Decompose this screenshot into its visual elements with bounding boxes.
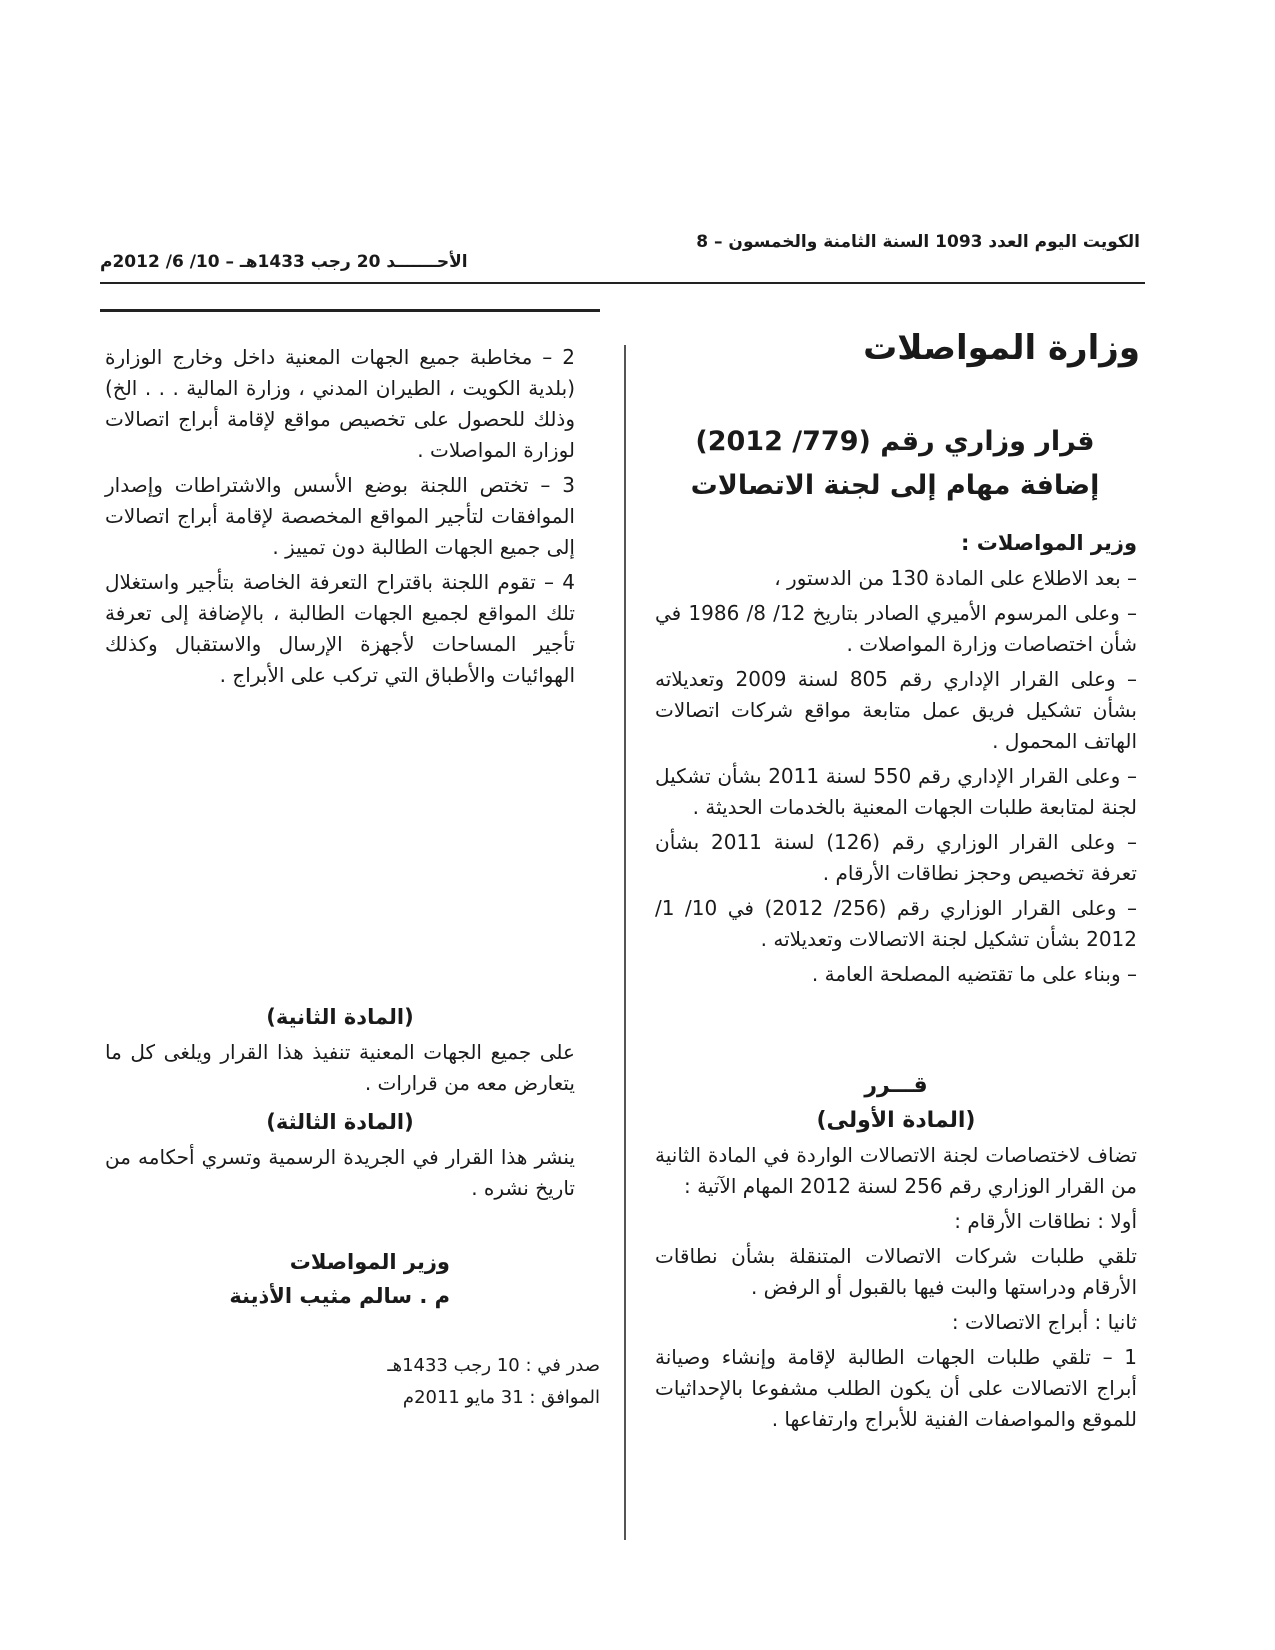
article-1-item-2: 2 – مخاطبة جميع الجهات المعنية داخل وخارج الوزارة (بلدية الكويت ، الطيران المدني ، وزارة المالية . . . الخ) وذلك للحصول على تخصيص مواقع لإقامة أبراج اتصالات لوزارة المواصلات . — [105, 345, 575, 462]
article-1-second-heading: ثانيا : أبراج الاتصالات : — [951, 1310, 1137, 1334]
article-1-item-4: 4 – تقوم اللجنة باقتراح التعرفة الخاصة بتأجير واستغلال تلك المواقع لجميع الجهات الطالبة ، بالإضافة إلى تعرفة تأجير المساحات لأجهزة الإرسال والاستقبال وكذلك الهوائيات والأطباق التي تركب على الأبراج . — [105, 570, 575, 687]
issue-date-block — [300, 1350, 600, 1414]
decree-number: قرار وزاري رقم (779/ 2012) — [695, 426, 1095, 457]
decided-heading: قـــرر — [864, 1073, 928, 1098]
header-rule-left — [100, 309, 600, 312]
preamble-minister: وزير المواصلات : — [961, 531, 1137, 555]
header-issue-info: الكويت اليوم العدد 1093 السنة الثامنة والخمسون – 8 — [696, 232, 1140, 252]
article-2-heading: (المادة الثانية) — [266, 1005, 414, 1029]
ministry-title: وزارة المواصلات — [863, 328, 1140, 368]
article-2 — [105, 1002, 575, 1103]
signature-title: وزير المواصلات — [289, 1250, 450, 1274]
article-2-text: على جميع الجهات المعنية تنفيذ هذا القرار ويلغى كل ما يتعارض معه من قرارات . — [105, 1040, 575, 1095]
article-3-heading: (المادة الثالثة) — [266, 1110, 414, 1134]
article-1-heading: (المادة الأولى) — [816, 1108, 976, 1133]
article-1-item-1: 1 – تلقي طلبات الجهات الطالبة لإقامة وإنشاء وصيانة أبراج الاتصالات على أن يكون الطلب مشفوعا بالإحداثيات للموقع والمواصفات الفنية للأبراج وارتفاعها . — [655, 1345, 1137, 1431]
article-1-continued — [105, 342, 575, 695]
issue-date-gregorian: الموافق : 31 مايو 2011م — [402, 1387, 600, 1408]
decree-title — [660, 420, 1130, 508]
article-1 — [655, 1070, 1137, 1439]
header-rule — [100, 282, 1145, 284]
header-date: الأحـــــــد 20 رجب 1433هـ – 10/ 6/ 2012م — [100, 252, 468, 272]
preamble-item: – وعلى القرار الإداري رقم 550 لسنة 2011 بشأن تشكيل لجنة لمتابعة طلبات الجهات المعنية بالخدمات الحديثة . — [655, 764, 1137, 819]
preamble-item: – وعلى القرار الوزاري رقم (256/ 2012) في 10/ 1/ 2012 بشأن تشكيل لجنة الاتصالات وتعديلاته . — [655, 896, 1137, 951]
preamble-item: – وعلى القرار الإداري رقم 805 لسنة 2009 وتعديلاته بشأن تشكيل فريق عمل متابعة مواقع شركات اتصالات الهاتف المحمول . — [655, 667, 1137, 753]
signature-block — [150, 1245, 450, 1313]
preamble-item: – وعلى المرسوم الأميري الصادر بتاريخ 12/ 8/ 1986 في شأن اختصاصات وزارة المواصلات . — [655, 601, 1137, 656]
signature-name: م . سالم مثيب الأذينة — [229, 1284, 450, 1308]
article-1-intro: تضاف لاختصاصات لجنة الاتصالات الواردة في المادة الثانية من القرار الوزاري رقم 256 لسنة 2012 المهام الآتية : — [655, 1143, 1137, 1198]
article-1-first-text: تلقي طلبات شركات الاتصالات المتنقلة بشأن نطاقات الأرقام ودراستها والبت فيها بالقبول أو الرفض . — [655, 1244, 1137, 1299]
issue-date-hijri: صدر في : 10 رجب 1433هـ — [387, 1355, 600, 1376]
article-1-first-heading: أولا : نطاقات الأرقام : — [954, 1209, 1137, 1233]
article-3-text: ينشر هذا القرار في الجريدة الرسمية وتسري أحكامه من تاريخ نشره . — [105, 1145, 575, 1200]
preamble-item: – وعلى القرار الوزاري رقم (126) لسنة 2011 بشأن تعرفة تخصيص وحجز نطاقات الأرقام . — [655, 830, 1138, 885]
article-1-item-3: 3 – تختص اللجنة بوضع الأسس والاشتراطات وإصدار الموافقات لتأجير المواقع المخصصة لإقامة أبراج اتصالات إلى جميع الجهات الطالبة دون تمييز . — [105, 473, 575, 559]
preamble-item: – وبناء على ما تقتضيه المصلحة العامة . — [811, 962, 1137, 986]
article-3 — [105, 1107, 575, 1208]
column-divider — [624, 345, 626, 1540]
preamble — [655, 528, 1137, 994]
decree-subject: إضافة مهام إلى لجنة الاتصالات — [690, 470, 1100, 501]
preamble-item: – بعد الاطلاع على المادة 130 من الدستور ، — [774, 566, 1137, 590]
